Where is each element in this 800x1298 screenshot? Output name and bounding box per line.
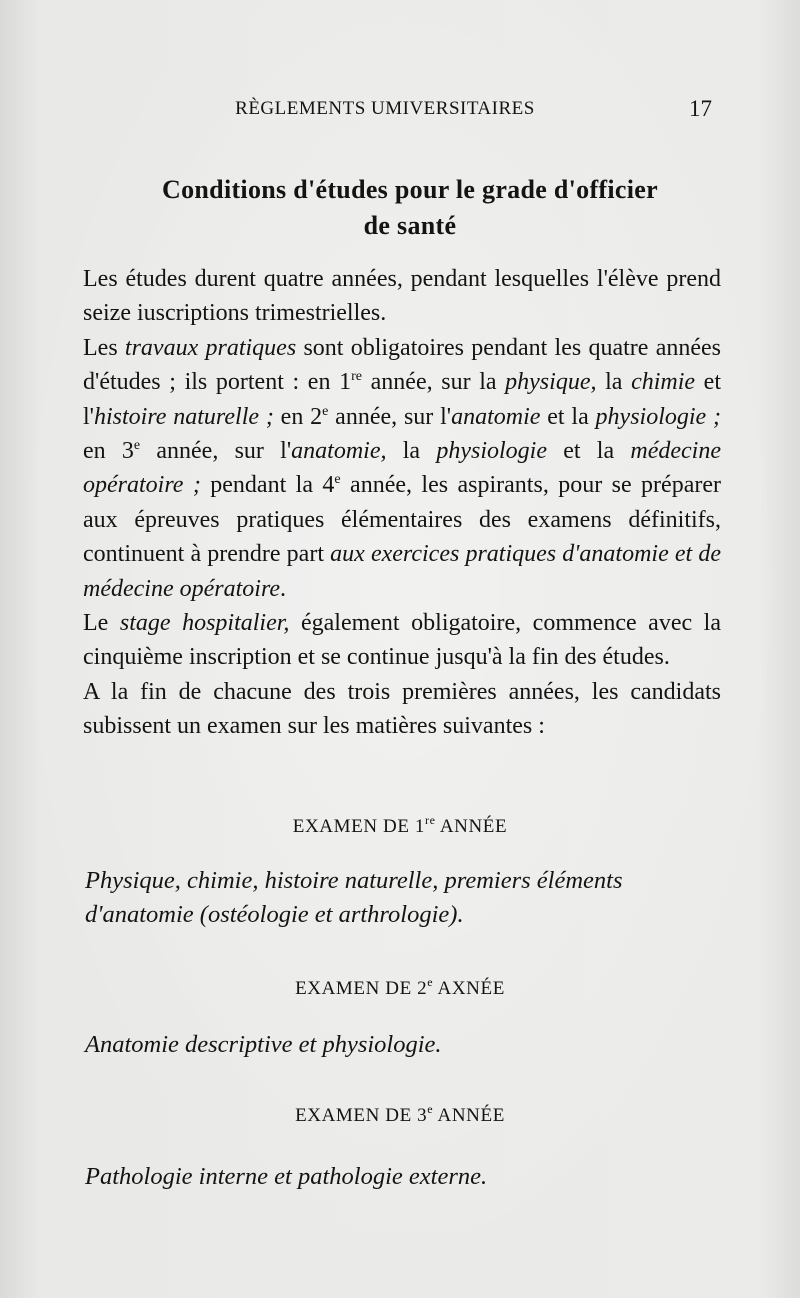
exam-heading-3: EXAMEN DE 3e ANNÉE xyxy=(295,1102,505,1126)
page-number: 17 xyxy=(689,96,712,121)
p2-text-k: année, sur l' xyxy=(328,403,452,430)
paragraph-4-text: A la fin de chacune des trois premières années, les candidats subissent un examen sur les matières suivantes : xyxy=(83,678,721,740)
paragraph-2 xyxy=(83,331,721,606)
running-header xyxy=(0,96,800,126)
section-title-line-2: de santé xyxy=(363,211,457,240)
p2-italic-physiologie-2: physiologie xyxy=(436,438,547,465)
exam-heading-2: EXAMEN DE 2e AXNÉE xyxy=(295,975,505,999)
p2-text-t: et la xyxy=(546,438,631,465)
p2-sup-1: re xyxy=(351,369,362,385)
exam-subjects-2: Anatomie descriptive et physiologie. xyxy=(85,1031,442,1058)
p2-text-y: . xyxy=(280,575,287,602)
p2-text-m: et la xyxy=(540,403,596,430)
p2-text-p: année, sur l' xyxy=(140,438,292,465)
p2-text-j: en 2 xyxy=(273,403,323,430)
p2-text-a: Les xyxy=(83,334,125,361)
p2-italic-travaux: travaux pratiques xyxy=(124,334,297,361)
p2-italic-anatomie-2: anatomie, xyxy=(291,438,387,465)
p2-italic-exercices: aux exercices pratiques d'anatomie et de médecine opératoire xyxy=(83,541,722,602)
p2-text-w: année, les aspirants, pour se préparer aux épreuves pratiques élémentaires des examens définitifs, continuent à prendre part xyxy=(83,472,721,568)
p3-text-a: Le xyxy=(83,610,120,637)
section-title xyxy=(40,172,780,244)
p2-text-h: et l' xyxy=(83,369,722,430)
p2-text-d: année, sur la xyxy=(362,369,506,396)
exam-subjects-1: Physique, chimie, histoire naturelle, premiers éléments d'anatomie (ostéologie et arthrologie). xyxy=(85,867,623,928)
p2-italic-histoire: histoire naturelle ; xyxy=(94,403,274,430)
paragraph-3 xyxy=(83,606,721,675)
p2-italic-physiologie: physiologie ; xyxy=(595,403,722,430)
p2-italic-anatomie: anatomie xyxy=(451,403,541,430)
paragraph-4 xyxy=(83,675,721,744)
p2-sup-2: e xyxy=(322,403,329,419)
p2-sup-4: e xyxy=(334,472,341,488)
running-title: RÈGLEMENTS UMIVERSITAIRES xyxy=(235,98,535,119)
section-title-line-1: Conditions d'études pour le grade d'officier xyxy=(162,175,658,204)
paragraph-1-text: Les études durent quatre années, pendant lesquelles l'élève prend seize iuscriptions trimestrielles. xyxy=(83,266,721,327)
p2-sup-3: e xyxy=(133,438,141,454)
p3-text-c: également obligatoire, commence avec la cinquième inscription et se continue jusqu'à la fin des études. xyxy=(83,610,721,671)
paragraph-1 xyxy=(83,262,721,331)
p2-text-o: en 3 xyxy=(83,438,134,465)
p2-italic-physique: physique, xyxy=(505,369,597,396)
p2-text-v: pendant la 4 xyxy=(200,472,335,499)
p2-italic-chimie: chimie xyxy=(631,369,696,396)
p2-text-r: la xyxy=(386,438,437,465)
p2-text-c: sont obligatoires pendant les quatre années d'études ; ils portent : en 1 xyxy=(83,334,721,396)
p2-text-f: la xyxy=(596,369,632,396)
exam-subjects-3: Pathologie interne et pathologie externe. xyxy=(85,1163,488,1190)
p3-italic-stage: stage hospitalier, xyxy=(119,610,290,637)
p2-italic-medecine: médecine opératoire ; xyxy=(83,438,721,499)
body-text xyxy=(83,262,721,744)
exam-heading-1: EXAMEN DE 1re ANNÉE xyxy=(292,813,508,837)
